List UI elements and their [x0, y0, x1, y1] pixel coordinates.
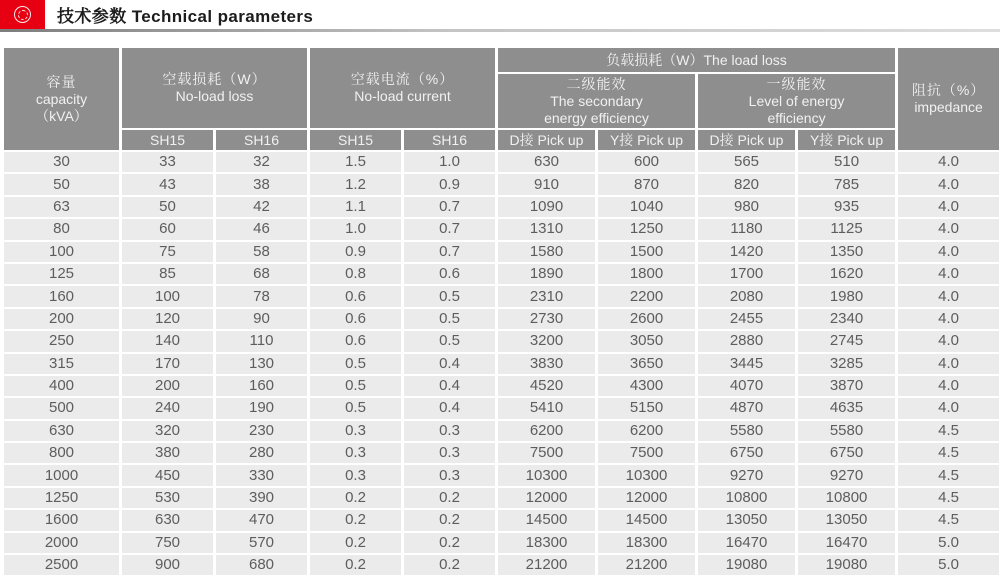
value-cell: 0.6	[309, 330, 403, 352]
value-cell: 10300	[497, 464, 597, 486]
value-cell: 19080	[697, 554, 797, 576]
table-row	[3, 151, 1000, 173]
value-cell: 170	[121, 353, 215, 375]
table-header	[3, 47, 1000, 151]
value-cell: 4.0	[897, 285, 1000, 307]
value-cell: 0.9	[403, 173, 497, 195]
value-cell: 1250	[597, 218, 697, 240]
value-cell: 1310	[497, 218, 597, 240]
value-cell: 5.0	[897, 532, 1000, 554]
capacity-cell: 50	[3, 173, 121, 195]
value-cell: 0.3	[309, 442, 403, 464]
value-cell: 14500	[497, 509, 597, 531]
value-cell: 1620	[797, 263, 897, 285]
value-cell: 120	[121, 308, 215, 330]
value-cell: 1040	[597, 196, 697, 218]
value-cell: 0.2	[309, 554, 403, 576]
capacity-cell: 1600	[3, 509, 121, 531]
value-cell: 565	[697, 151, 797, 173]
value-cell: 0.5	[309, 375, 403, 397]
value-cell: 60	[121, 218, 215, 240]
value-cell: 450	[121, 464, 215, 486]
value-cell: 4300	[597, 375, 697, 397]
subheader-y-primary: Y接 Pick up	[797, 129, 897, 151]
value-cell: 0.2	[309, 532, 403, 554]
value-cell: 0.6	[309, 308, 403, 330]
icon-inner-ring	[18, 10, 28, 20]
concentric-circles-icon	[0, 0, 45, 29]
table-row	[3, 196, 1000, 218]
value-cell: 0.3	[403, 420, 497, 442]
value-cell: 0.4	[403, 397, 497, 419]
value-cell: 1180	[697, 218, 797, 240]
value-cell: 0.3	[309, 464, 403, 486]
table-body	[3, 151, 1000, 576]
value-cell: 190	[215, 397, 309, 419]
capacity-cell: 1250	[3, 487, 121, 509]
title-divider	[0, 29, 1000, 32]
table-row	[3, 487, 1000, 509]
value-cell: 2455	[697, 308, 797, 330]
value-cell: 12000	[597, 487, 697, 509]
value-cell: 4.0	[897, 263, 1000, 285]
value-cell: 0.6	[403, 263, 497, 285]
capacity-cell: 315	[3, 353, 121, 375]
table-row	[3, 509, 1000, 531]
value-cell: 1.2	[309, 173, 403, 195]
value-cell: 10800	[797, 487, 897, 509]
value-cell: 4.5	[897, 464, 1000, 486]
value-cell: 3200	[497, 330, 597, 352]
value-cell: 4.0	[897, 173, 1000, 195]
value-cell: 4070	[697, 375, 797, 397]
value-cell: 4.0	[897, 196, 1000, 218]
value-cell: 4.0	[897, 353, 1000, 375]
no-load-loss-header-en: No-load loss	[122, 88, 307, 105]
value-cell: 3830	[497, 353, 597, 375]
value-cell: 19080	[797, 554, 897, 576]
value-cell: 4870	[697, 397, 797, 419]
value-cell: 230	[215, 420, 309, 442]
value-cell: 46	[215, 218, 309, 240]
table-row	[3, 218, 1000, 240]
subheader-sh15-loss: SH15	[121, 129, 215, 151]
technical-parameters-table	[1, 46, 1000, 577]
value-cell: 0.7	[403, 241, 497, 263]
value-cell: 6750	[797, 442, 897, 464]
value-cell: 1500	[597, 241, 697, 263]
value-cell: 10800	[697, 487, 797, 509]
value-cell: 0.2	[403, 532, 497, 554]
page-title: 技术参数 Technical parameters	[57, 2, 313, 27]
value-cell: 6200	[497, 420, 597, 442]
value-cell: 3285	[797, 353, 897, 375]
value-cell: 5150	[597, 397, 697, 419]
value-cell: 1090	[497, 196, 597, 218]
value-cell: 4.5	[897, 487, 1000, 509]
value-cell: 1800	[597, 263, 697, 285]
value-cell: 90	[215, 308, 309, 330]
table-row	[3, 330, 1000, 352]
no-load-current-header	[309, 47, 497, 129]
subheader-y-secondary: Y接 Pick up	[597, 129, 697, 151]
no-load-current-header-en: No-load current	[310, 88, 495, 105]
value-cell: 935	[797, 196, 897, 218]
no-load-loss-header-zh: 空载损耗（W）	[122, 71, 307, 88]
table-row	[3, 173, 1000, 195]
value-cell: 38	[215, 173, 309, 195]
value-cell: 5410	[497, 397, 597, 419]
table-row	[3, 420, 1000, 442]
value-cell: 0.2	[403, 554, 497, 576]
table-row	[3, 241, 1000, 263]
value-cell: 9270	[797, 464, 897, 486]
value-cell: 2200	[597, 285, 697, 307]
value-cell: 0.5	[309, 397, 403, 419]
value-cell: 0.5	[309, 353, 403, 375]
primary-efficiency-zh: 一级能效	[698, 76, 895, 93]
table-row	[3, 464, 1000, 486]
value-cell: 630	[497, 151, 597, 173]
value-cell: 680	[215, 554, 309, 576]
capacity-cell: 2500	[3, 554, 121, 576]
value-cell: 3050	[597, 330, 697, 352]
primary-efficiency-header	[697, 73, 897, 129]
value-cell: 4.0	[897, 241, 1000, 263]
value-cell: 58	[215, 241, 309, 263]
value-cell: 0.9	[309, 241, 403, 263]
value-cell: 110	[215, 330, 309, 352]
capacity-cell: 125	[3, 263, 121, 285]
value-cell: 200	[121, 375, 215, 397]
value-cell: 0.2	[309, 509, 403, 531]
subheader-d-secondary: D接 Pick up	[497, 129, 597, 151]
value-cell: 4635	[797, 397, 897, 419]
value-cell: 380	[121, 442, 215, 464]
value-cell: 50	[121, 196, 215, 218]
capacity-header-en: capacity	[4, 91, 119, 108]
primary-efficiency-en2: efficiency	[698, 110, 895, 127]
subheader-d-primary: D接 Pick up	[697, 129, 797, 151]
title-bar	[0, 0, 1000, 29]
value-cell: 16470	[697, 532, 797, 554]
value-cell: 1.0	[403, 151, 497, 173]
value-cell: 0.2	[403, 509, 497, 531]
impedance-header-en: impedance	[898, 99, 999, 116]
value-cell: 4.0	[897, 397, 1000, 419]
value-cell: 0.3	[309, 420, 403, 442]
subheader-sh16-current: SH16	[403, 129, 497, 151]
capacity-cell: 100	[3, 241, 121, 263]
table-row	[3, 397, 1000, 419]
value-cell: 4.0	[897, 330, 1000, 352]
value-cell: 18300	[497, 532, 597, 554]
value-cell: 1580	[497, 241, 597, 263]
value-cell: 1350	[797, 241, 897, 263]
value-cell: 5580	[697, 420, 797, 442]
value-cell: 10300	[597, 464, 697, 486]
capacity-header	[3, 47, 121, 151]
value-cell: 7500	[497, 442, 597, 464]
value-cell: 530	[121, 487, 215, 509]
value-cell: 0.7	[403, 218, 497, 240]
value-cell: 21200	[597, 554, 697, 576]
value-cell: 1.1	[309, 196, 403, 218]
secondary-efficiency-zh: 二级能效	[498, 76, 695, 93]
value-cell: 13050	[697, 509, 797, 531]
value-cell: 7500	[597, 442, 697, 464]
value-cell: 0.5	[403, 330, 497, 352]
value-cell: 2880	[697, 330, 797, 352]
capacity-cell: 400	[3, 375, 121, 397]
value-cell: 6750	[697, 442, 797, 464]
capacity-header-zh: 容量	[4, 74, 119, 91]
value-cell: 750	[121, 532, 215, 554]
capacity-cell: 500	[3, 397, 121, 419]
value-cell: 910	[497, 173, 597, 195]
value-cell: 470	[215, 509, 309, 531]
no-load-current-header-zh: 空载电流（%）	[310, 71, 495, 88]
table-row	[3, 532, 1000, 554]
value-cell: 100	[121, 285, 215, 307]
value-cell: 240	[121, 397, 215, 419]
value-cell: 42	[215, 196, 309, 218]
value-cell: 2730	[497, 308, 597, 330]
icon-outer-ring	[14, 6, 31, 23]
load-loss-header: 负载损耗（W）The load loss	[497, 47, 897, 73]
capacity-cell: 1000	[3, 464, 121, 486]
value-cell: 390	[215, 487, 309, 509]
value-cell: 1980	[797, 285, 897, 307]
value-cell: 160	[215, 375, 309, 397]
value-cell: 1420	[697, 241, 797, 263]
value-cell: 510	[797, 151, 897, 173]
subheader-sh16-loss: SH16	[215, 129, 309, 151]
capacity-header-unit: （kVA）	[4, 108, 119, 125]
value-cell: 5.0	[897, 554, 1000, 576]
value-cell: 4.5	[897, 420, 1000, 442]
value-cell: 0.4	[403, 353, 497, 375]
table-row	[3, 285, 1000, 307]
capacity-cell: 250	[3, 330, 121, 352]
value-cell: 2340	[797, 308, 897, 330]
table-row	[3, 442, 1000, 464]
value-cell: 78	[215, 285, 309, 307]
value-cell: 0.6	[309, 285, 403, 307]
value-cell: 33	[121, 151, 215, 173]
value-cell: 0.5	[403, 285, 497, 307]
secondary-efficiency-en1: The secondary	[498, 93, 695, 110]
value-cell: 0.4	[403, 375, 497, 397]
value-cell: 6200	[597, 420, 697, 442]
value-cell: 3650	[597, 353, 697, 375]
value-cell: 3445	[697, 353, 797, 375]
value-cell: 630	[121, 509, 215, 531]
table-row	[3, 375, 1000, 397]
value-cell: 13050	[797, 509, 897, 531]
value-cell: 12000	[497, 487, 597, 509]
no-load-loss-header	[121, 47, 309, 129]
value-cell: 1.5	[309, 151, 403, 173]
value-cell: 4.0	[897, 218, 1000, 240]
capacity-cell: 63	[3, 196, 121, 218]
capacity-cell: 630	[3, 420, 121, 442]
subheader-sh15-current: SH15	[309, 129, 403, 151]
capacity-cell: 30	[3, 151, 121, 173]
value-cell: 140	[121, 330, 215, 352]
capacity-cell: 2000	[3, 532, 121, 554]
value-cell: 75	[121, 241, 215, 263]
impedance-header	[897, 47, 1000, 151]
value-cell: 1125	[797, 218, 897, 240]
value-cell: 68	[215, 263, 309, 285]
value-cell: 0.3	[403, 442, 497, 464]
value-cell: 43	[121, 173, 215, 195]
value-cell: 9270	[697, 464, 797, 486]
value-cell: 2310	[497, 285, 597, 307]
value-cell: 4.5	[897, 509, 1000, 531]
value-cell: 16470	[797, 532, 897, 554]
value-cell: 600	[597, 151, 697, 173]
impedance-header-zh: 阻抗（%）	[898, 82, 999, 99]
value-cell: 0.7	[403, 196, 497, 218]
capacity-cell: 160	[3, 285, 121, 307]
capacity-cell: 80	[3, 218, 121, 240]
value-cell: 5580	[797, 420, 897, 442]
value-cell: 0.2	[309, 487, 403, 509]
value-cell: 280	[215, 442, 309, 464]
value-cell: 18300	[597, 532, 697, 554]
value-cell: 1890	[497, 263, 597, 285]
value-cell: 870	[597, 173, 697, 195]
table-row	[3, 353, 1000, 375]
value-cell: 32	[215, 151, 309, 173]
primary-efficiency-en1: Level of energy	[698, 93, 895, 110]
value-cell: 4.0	[897, 151, 1000, 173]
value-cell: 4.0	[897, 308, 1000, 330]
secondary-efficiency-en2: energy efficiency	[498, 110, 695, 127]
capacity-cell: 800	[3, 442, 121, 464]
table-row	[3, 308, 1000, 330]
table-row	[3, 263, 1000, 285]
value-cell: 85	[121, 263, 215, 285]
value-cell: 0.2	[403, 487, 497, 509]
value-cell: 980	[697, 196, 797, 218]
value-cell: 1.0	[309, 218, 403, 240]
value-cell: 570	[215, 532, 309, 554]
table-row	[3, 554, 1000, 576]
value-cell: 1700	[697, 263, 797, 285]
value-cell: 2745	[797, 330, 897, 352]
value-cell: 900	[121, 554, 215, 576]
value-cell: 4.0	[897, 375, 1000, 397]
secondary-efficiency-header	[497, 73, 697, 129]
value-cell: 4520	[497, 375, 597, 397]
value-cell: 0.8	[309, 263, 403, 285]
value-cell: 2600	[597, 308, 697, 330]
value-cell: 14500	[597, 509, 697, 531]
capacity-cell: 200	[3, 308, 121, 330]
value-cell: 4.5	[897, 442, 1000, 464]
value-cell: 130	[215, 353, 309, 375]
value-cell: 3870	[797, 375, 897, 397]
value-cell: 330	[215, 464, 309, 486]
value-cell: 320	[121, 420, 215, 442]
value-cell: 820	[697, 173, 797, 195]
value-cell: 21200	[497, 554, 597, 576]
value-cell: 0.5	[403, 308, 497, 330]
value-cell: 785	[797, 173, 897, 195]
value-cell: 2080	[697, 285, 797, 307]
value-cell: 0.3	[403, 464, 497, 486]
